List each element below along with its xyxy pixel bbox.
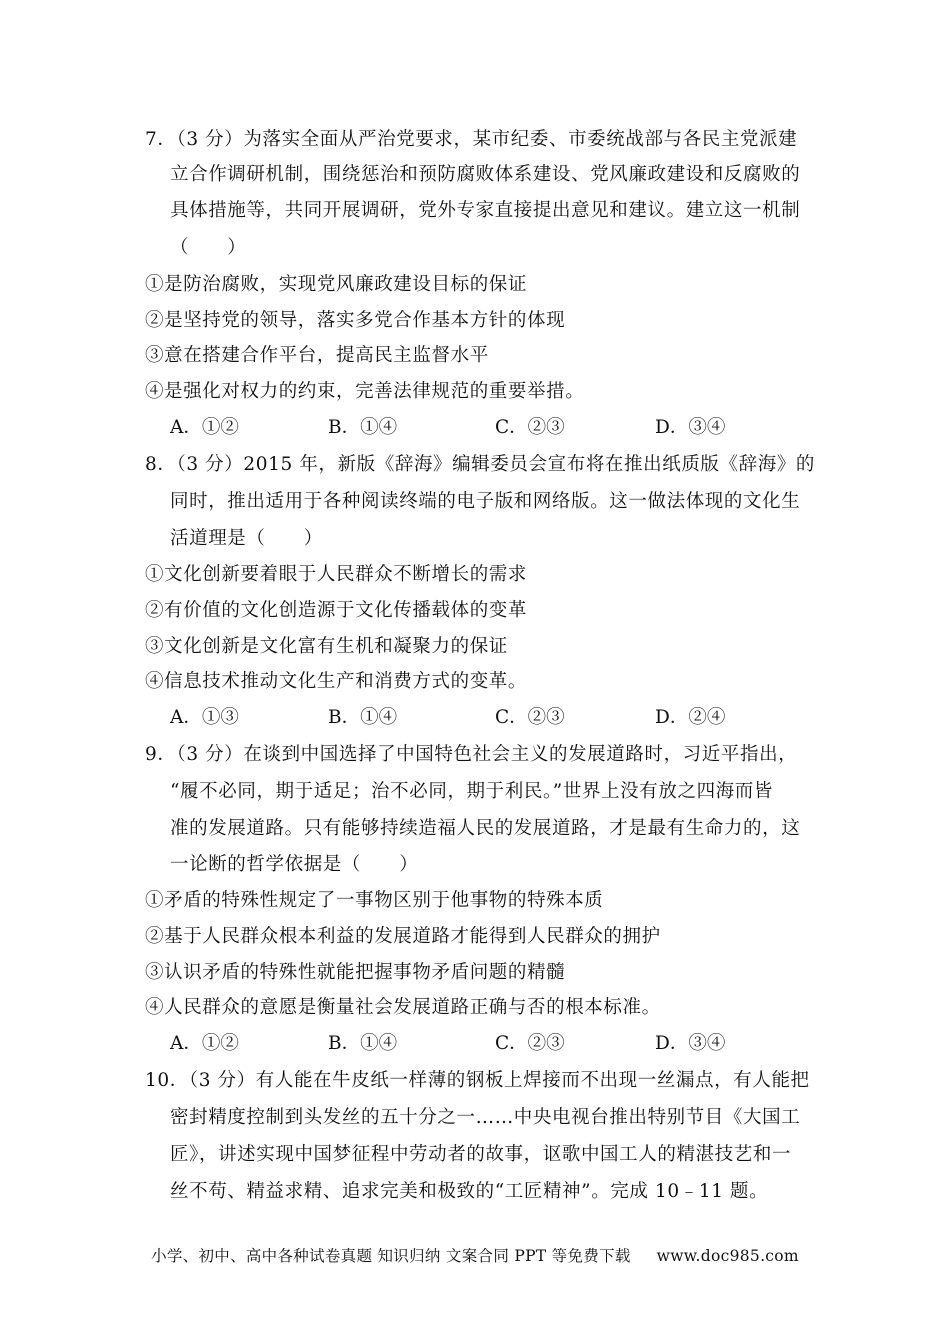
question-8-option-b: B．①④ [328,707,398,728]
footer-url[interactable]: www.doc985.com [656,1247,799,1265]
question-7-statement-4: ④是强化对权力的约束，完善法律规范的重要举措。 [145,381,585,402]
question-9-statement-1: ①矛盾的特殊性规定了一事物区别于他事物的特殊本质 [145,890,604,911]
question-7-stem-line-3: 具体措施等，共同开展调研，党外专家直接提出意见和建议。建立这一机制 [170,200,801,221]
question-10-stem-line-4: 丝不苟、精益求精、追求完美和极致的“工匠精神”。完成 10﹣11 题。 [170,1181,769,1202]
question-9-stem-line-4: 一论断的哲学依据是（ ） [170,854,419,875]
question-10-stem-line-2: 密封精度控制到头发丝的五十分之一……中央电视台推出特别节目《大国工 [170,1107,801,1128]
question-8-statement-2: ②有价值的文化创造源于文化传播载体的变革 [145,600,528,621]
question-8-option-c: C．②③ [495,707,565,728]
question-9-statement-3: ③认识矛盾的特殊性就能把握事物矛盾问题的精髓 [145,962,566,983]
question-9-stem-line-2: “履不必同，期于适足；治不必同，期于利民。”世界上没有放之四海而皆 [170,781,773,802]
page-footer [0,1245,950,1267]
question-8-statement-1: ①文化创新要着眼于人民群众不断增长的需求 [145,564,528,585]
question-9-statement-2: ②基于人民群众根本利益的发展道路才能得到人民群众的拥护 [145,926,661,947]
question-8-stem-line-1: 8．（3 分）2015 年，新版《辞海》编辑委员会宣布将在推出纸质版《辞海》的 [145,454,816,475]
question-7-answer-blank: （ ） [170,237,247,258]
question-8-stem-line-2: 同时，推出适用于各种阅读终端的电子版和网络版。这一做法体现的文化生 [170,491,801,512]
question-9-option-a: A．①② [170,1033,239,1054]
question-7-stem-line-1: 7．（3 分）为落实全面从严治党要求，某市纪委、市委统战部与各民主党派建 [145,129,798,150]
question-9-option-b: B．①④ [328,1033,398,1054]
question-10-stem-line-1: 10．（3 分）有人能在牛皮纸一样薄的钢板上焊接而不出现一丝漏点，有人能把 [145,1070,810,1091]
question-8-option-a: A．①③ [170,707,239,728]
footer-text: 小学、初中、高中各种试卷真题 知识归纳 文案合同 PPT 等免费下载 [151,1247,631,1265]
question-7-option-a: A．①② [170,417,239,438]
question-9-option-d: D．③④ [655,1033,726,1054]
question-9-stem-line-1: 9．（3 分）在谈到中国选择了中国特色社会主义的发展道路时，习近平指出， [145,744,798,765]
question-7-option-c: C．②③ [495,417,565,438]
question-7-stem-line-2: 立合作调研机制，围绕惩治和预防腐败体系建设、党风廉政建设和反腐败的 [170,164,801,185]
question-7-option-b: B．①④ [328,417,398,438]
question-8-stem-line-3: 活道理是（ ） [170,528,323,549]
question-7-option-d: D．③④ [655,417,726,438]
question-8-statement-4: ④信息技术推动文化生产和消费方式的变革。 [145,671,528,692]
question-9-stem-line-3: 准的发展道路。只有能够持续造福人民的发展道路，才是最有生命力的，这 [170,818,801,839]
question-7-statement-2: ②是坚持党的领导，落实多党合作基本方针的体现 [145,310,566,331]
question-10-stem-line-3: 匠》，讲述实现中国梦征程中劳动者的故事，讴歌中国工人的精湛技艺和一 [170,1144,792,1165]
question-9-option-c: C．②③ [495,1033,565,1054]
question-8-statement-3: ③文化创新是文化富有生机和凝聚力的保证 [145,636,508,657]
question-9-statement-4: ④人民群众的意愿是衡量社会发展道路正确与否的根本标准。 [145,997,661,1018]
question-7-statement-3: ③意在搭建合作平台，提高民主监督水平 [145,345,489,366]
question-8-option-d: D．②④ [655,707,726,728]
question-7-statement-1: ①是防治腐败，实现党风廉政建设目标的保证 [145,274,528,295]
